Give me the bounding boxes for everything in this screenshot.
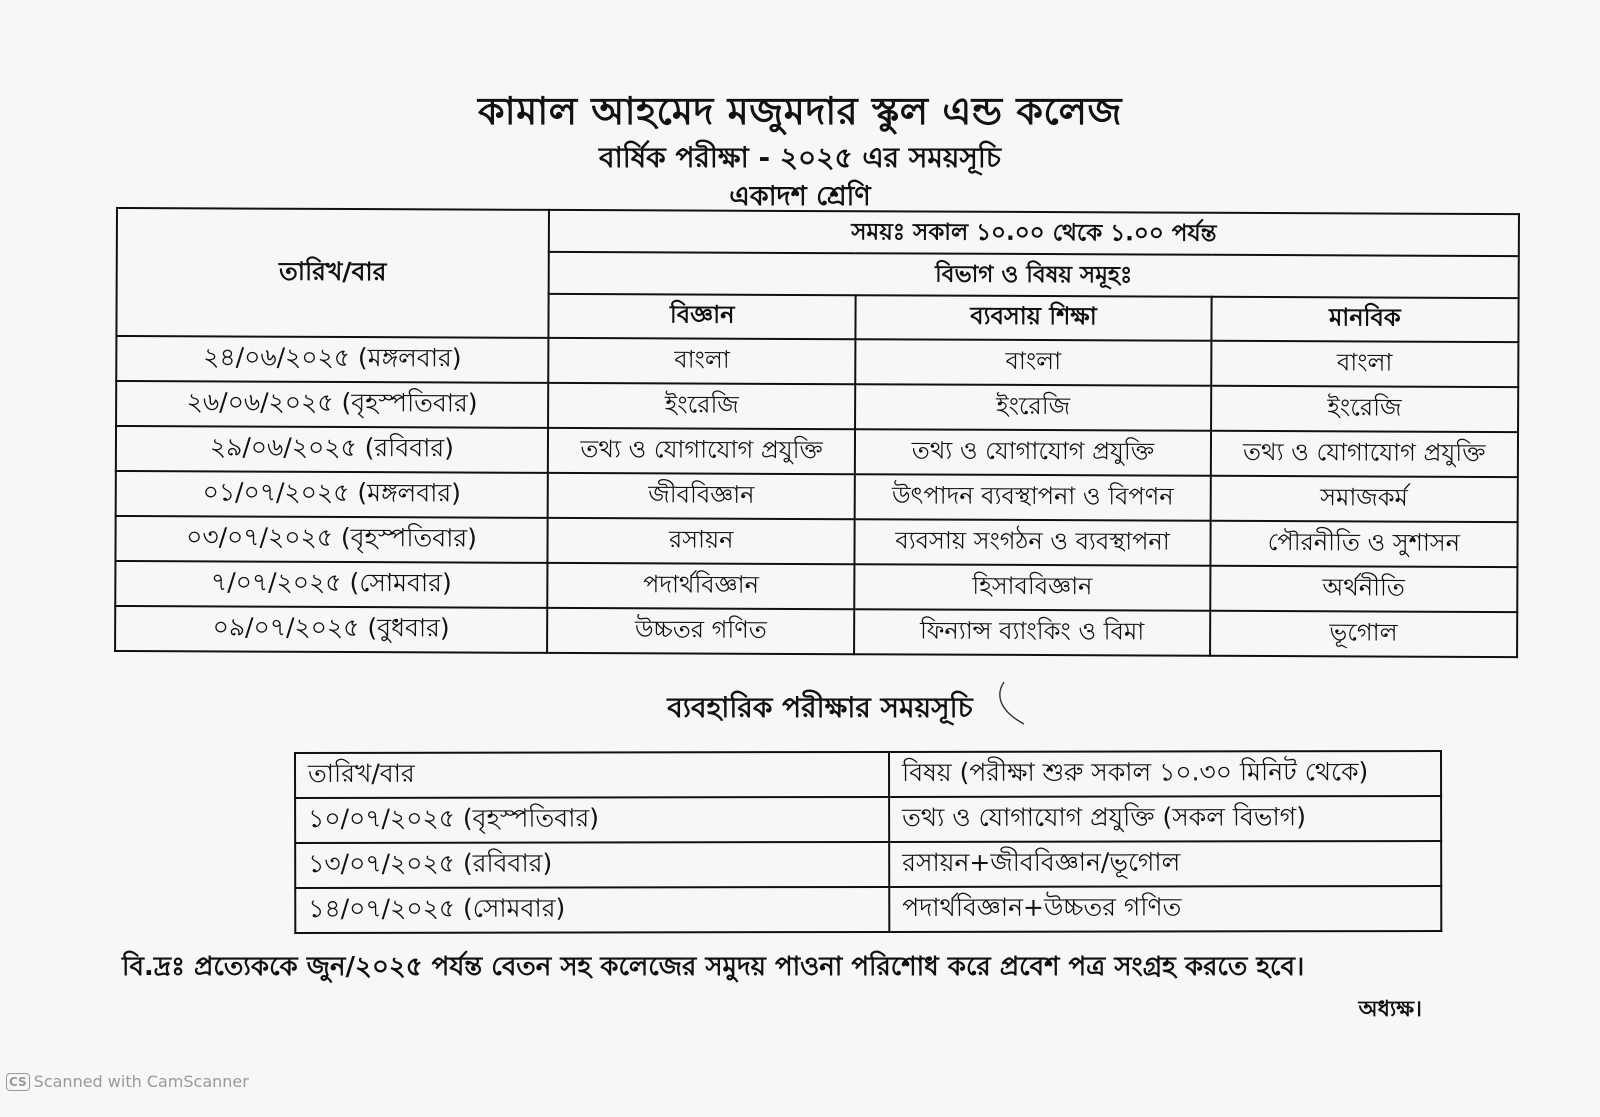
row-date: ০৩/০৭/২০২৫ (বৃহস্পতিবার) xyxy=(115,516,547,563)
table-row xyxy=(115,561,1517,612)
table-row xyxy=(116,336,1518,387)
scanner-watermark xyxy=(6,1072,249,1091)
group-header-science: বিজ্ঞান xyxy=(548,294,856,339)
science-subject: তথ্য ও যোগাযোগ প্রযুক্তি xyxy=(548,428,856,474)
table-row xyxy=(116,426,1518,477)
practical-date-header: তারিখ/বার xyxy=(295,752,889,798)
practical-schedule-table xyxy=(294,750,1442,934)
row-date: ২৪/০৬/২০২৫ (মঙ্গলবার) xyxy=(116,336,548,383)
business-subject: উৎপাদন ব্যবস্থাপনা ও বিপণন xyxy=(855,474,1210,521)
row-date: ০১/০৭/২০২৫ (মঙ্গলবার) xyxy=(116,471,548,518)
table-row xyxy=(295,886,1441,933)
principal-signature: অধ্যক্ষ। xyxy=(1358,997,1422,1022)
footnote: বি.দ্রঃ প্রত্যেককে জুন/২০২৫ পর্যন্ত বেতন সহ কলেজের সমুদয় পাওনা পরিশোধ করে প্রবেশ পত্র সংগ্রহ করতে হবে। xyxy=(122,952,1305,982)
time-header: সময়ঃ সকাল ১০.০০ থেকে ১.০০ পর্যন্ত xyxy=(549,210,1519,256)
group-header-business: ব্যবসায় শিক্ষা xyxy=(856,295,1211,341)
camscanner-logo: CS xyxy=(6,1073,30,1091)
practical-schedule-title: ব্যবহারিক পরীক্ষার সময়সূচি xyxy=(667,691,973,724)
science-subject: ইংরেজি xyxy=(548,383,856,429)
table-row xyxy=(295,796,1441,843)
exam-schedule-table xyxy=(114,207,1520,658)
practical-subject-header: বিষয় (পরীক্ষা শুরু সকাল ১০.৩০ মিনিট থেকে) xyxy=(889,751,1441,797)
practical-row-date: ১৩/০৭/২০২৫ (রবিবার) xyxy=(295,842,889,888)
pen-mark-icon xyxy=(996,680,1026,726)
business-subject: ফিন্যান্স ব্যাংকিং ও বিমা xyxy=(854,609,1209,656)
header-row xyxy=(295,751,1441,798)
header-row xyxy=(117,208,1519,256)
row-date: ০৯/০৭/২০২৫ (বুধবার) xyxy=(115,606,547,653)
class-name: একাদশ শ্রেণি xyxy=(729,181,871,212)
group-header-humanities: মানবিক xyxy=(1211,297,1519,342)
table-row xyxy=(115,516,1517,567)
humanities-subject: ভূগোল xyxy=(1210,611,1518,657)
business-subject: তথ্য ও যোগাযোগ প্রযুক্তি xyxy=(855,429,1210,476)
business-subject: বাংলা xyxy=(856,339,1211,386)
science-subject: রসায়ন xyxy=(547,518,855,564)
exam-title: বার্ষিক পরীক্ষা - ২০২৫ এর সময়সূচি xyxy=(599,141,1001,174)
science-subject: বাংলা xyxy=(548,338,856,384)
business-subject: হিসাববিজ্ঞান xyxy=(855,564,1210,611)
humanities-subject: সমাজকর্ম xyxy=(1210,476,1518,522)
institution-title: কামাল আহমেদ মজুমদার স্কুল এন্ড কলেজ xyxy=(478,89,1122,133)
science-subject: পদার্থবিজ্ঞান xyxy=(547,563,855,609)
humanities-subject: বাংলা xyxy=(1211,341,1519,387)
science-subject: উচ্চতর গণিত xyxy=(547,608,855,654)
humanities-subject: অর্থনীতি xyxy=(1210,566,1518,612)
practical-row-subject: রসায়ন+জীববিজ্ঞান/ভূগোল xyxy=(889,841,1441,887)
row-date: ২৯/০৬/২০২৫ (রবিবার) xyxy=(116,426,548,473)
row-date: ২৬/০৬/২০২৫ (বৃহস্পতিবার) xyxy=(116,381,548,428)
table-row xyxy=(116,471,1518,522)
row-date: ৭/০৭/২০২৫ (সোমবার) xyxy=(115,561,547,608)
table-row xyxy=(295,841,1441,888)
practical-row-date: ১০/০৭/২০২৫ (বৃহস্পতিবার) xyxy=(295,797,889,843)
business-subject: ইংরেজি xyxy=(855,384,1210,431)
practical-row-subject: তথ্য ও যোগাযোগ প্রযুক্তি (সকল বিভাগ) xyxy=(889,796,1441,842)
humanities-subject: ইংরেজি xyxy=(1211,386,1519,432)
science-subject: জীববিজ্ঞান xyxy=(548,473,856,519)
business-subject: ব্যবসায় সংগঠন ও ব্যবস্থাপনা xyxy=(855,519,1210,566)
table-row xyxy=(115,606,1517,657)
table-row xyxy=(116,381,1518,432)
date-column-header: তারিখ/বার xyxy=(116,208,549,338)
humanities-subject: পৌরনীতি ও সুশাসন xyxy=(1210,521,1518,567)
practical-row-date: ১৪/০৭/২০২৫ (সোমবার) xyxy=(295,887,889,933)
humanities-subject: তথ্য ও যোগাযোগ প্রযুক্তি xyxy=(1210,431,1518,477)
department-header: বিভাগ ও বিষয় সমূহঃ xyxy=(549,252,1519,298)
watermark-text: Scanned with CamScanner xyxy=(33,1072,249,1091)
practical-row-subject: পদার্থবিজ্ঞান+উচ্চতর গণিত xyxy=(889,886,1441,932)
